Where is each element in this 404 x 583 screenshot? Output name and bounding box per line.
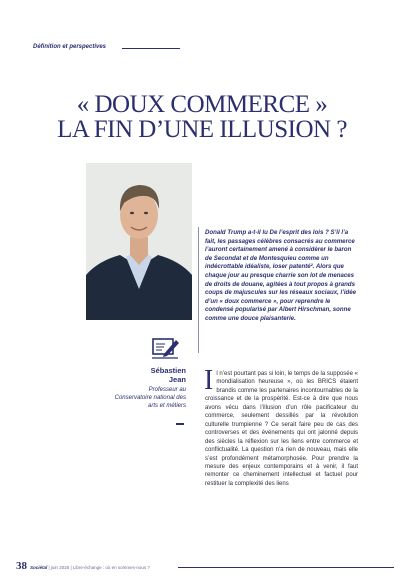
page-number: 38 — [16, 560, 27, 572]
article-intro: Donald Trump a-t-il lu De l’esprit des lois ? S’il l’a fait, les passages célèbres consacrés au commerce l’auront certainement amené à considérer le baron de Secondat et de Montesquieu comme un indécrottable idéaliste, loser patenté². Alors que chaque jour au presque charrie son lot de menaces de droits de douane, agitées à tout propos à grands coups de majuscules sur les réseaux sociaux, l’idée d’un « doux commerce », pour reprendre le condensé popularisé par Albert Hirschman, sonne comme une douce plaisanterie. — [205, 229, 357, 322]
title-line-1: « DOUX COMMERCE » — [76, 91, 328, 118]
body-text: l n’est pourtant pas si loin, le temps de la supposée « mondialisation heureuse », où les BRICS étaient brandis comme les partenaires incontournables de la croissance et de la prospérité. Est-ce à dire que nous avons vécu dans l’illusion d’un rôle pacificateur du commerce, seulement dessillés par la révolution culturelle trumpienne ? Ce serait faire peu de cas des controverses et des événements qui ont jalonné depuis des siècles la réflexion sur les liens entre commerce et conflictualité. La question n’a rien de nouveau, mais elle s’est profondément métamorphosée. Pour prendre la mesure des enjeux contemporains et à venir, il faut remonter ce cheminement intellectuel et factuel pour restituer la complexité des liens — [205, 371, 358, 487]
section-rule — [122, 48, 180, 49]
magazine-name: Sociétal — [30, 565, 48, 570]
issue-info: | juin 2025 | Libre-échange : où en sommes-nous ? — [47, 565, 150, 570]
author-last-name: Jean — [168, 375, 186, 384]
article-body — [204, 365, 358, 488]
footer-rule — [178, 567, 394, 568]
author-name — [120, 366, 186, 384]
author-first-name: Sébastien — [150, 366, 186, 375]
dropcap: I — [204, 365, 214, 396]
section-label: Définition et perspectives — [33, 44, 107, 50]
intro-rule — [198, 227, 199, 353]
author-role: Professeur au Conservatoire national des arts et métiers — [114, 387, 186, 409]
article-title — [0, 92, 404, 142]
pen-and-paper-icon — [150, 336, 180, 360]
page-footer — [16, 560, 150, 572]
title-line-2: LA FIN D’UNE ILLUSION ? — [57, 116, 347, 143]
author-dash — [176, 423, 184, 425]
author-photo — [86, 163, 192, 320]
